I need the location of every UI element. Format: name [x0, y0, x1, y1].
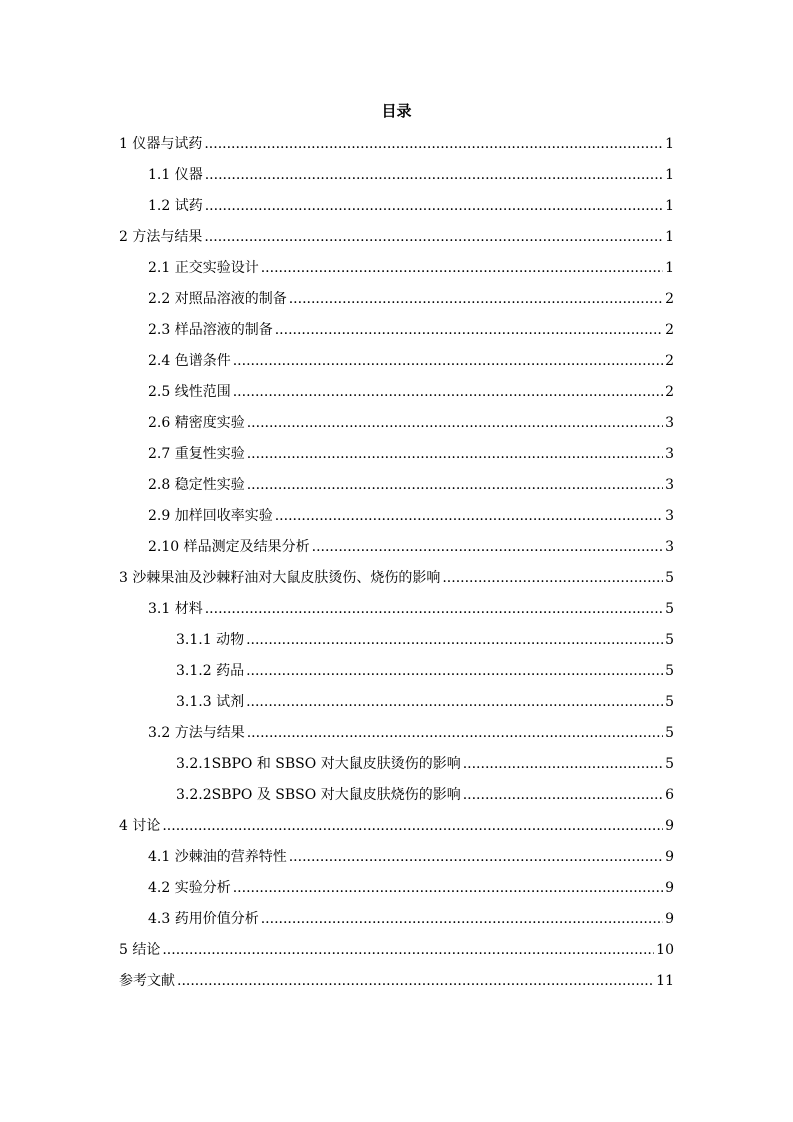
toc-entry[interactable]: [119, 783, 674, 814]
dot-leader: [205, 597, 663, 621]
toc-entry[interactable]: [119, 163, 674, 194]
toc-entry[interactable]: [119, 814, 674, 845]
toc-entry[interactable]: [119, 566, 674, 597]
toc-title: 目录: [381, 102, 412, 120]
dot-leader: [261, 256, 663, 280]
toc-entry-page-number: 5: [665, 725, 674, 741]
dot-leader: [247, 411, 663, 435]
dot-leader: [247, 473, 663, 497]
toc-entry-page-number: 1: [665, 229, 674, 245]
toc-entry[interactable]: [119, 442, 674, 473]
dot-leader: [261, 907, 663, 931]
toc-entry-page-number: 3: [665, 477, 674, 493]
toc-entry[interactable]: [119, 938, 674, 969]
dot-leader: [177, 969, 654, 993]
toc-entry[interactable]: [119, 132, 674, 163]
toc-entry-page-number: 2: [665, 291, 674, 307]
toc-entry-page-number: 3: [665, 415, 674, 431]
toc-entry-page-number: 3: [665, 508, 674, 524]
toc-entry[interactable]: [119, 752, 674, 783]
toc-entry[interactable]: [119, 876, 674, 907]
toc-entry-page-number: 1: [665, 198, 674, 214]
toc-entry[interactable]: [119, 380, 674, 411]
toc-entry-label: 3.2.1SBPO 和 SBSO 对大鼠皮肤烫伤的影响: [176, 756, 461, 772]
toc-entry-page-number: 5: [665, 756, 674, 772]
toc-entry-page-number: 9: [665, 818, 674, 834]
toc-entry-label: 5 结论: [119, 942, 161, 958]
dot-leader: [162, 938, 654, 962]
toc-entry-label: 2.7 重复性实验: [148, 446, 245, 462]
toc-entry[interactable]: [119, 318, 674, 349]
toc-entry-page-number: 11: [656, 973, 674, 989]
toc-entry-label: 4.1 沙棘油的营养特性: [148, 849, 287, 865]
toc-entry-label: 2.3 样品溶液的制备: [148, 322, 273, 338]
dot-leader: [312, 535, 663, 559]
dot-leader: [233, 349, 663, 373]
toc-entry-label: 3.1.3 试剂: [176, 694, 245, 710]
toc-entry[interactable]: [119, 349, 674, 380]
toc-entry-label: 2.1 正交实验设计: [148, 260, 259, 276]
dot-leader: [233, 876, 663, 900]
toc-entry-page-number: 2: [665, 322, 674, 338]
toc-entry-label: 1.1 仪器: [148, 167, 203, 183]
dot-leader: [246, 690, 663, 714]
toc-entry-label: 3.1.1 动物: [176, 632, 245, 648]
toc-entry[interactable]: [119, 225, 674, 256]
dot-leader: [463, 752, 663, 776]
toc-entry[interactable]: [119, 659, 674, 690]
dot-leader: [205, 163, 663, 187]
toc-entry-label: 4.3 药用价值分析: [148, 911, 259, 927]
dot-leader: [247, 442, 663, 466]
toc-entry-page-number: 6: [665, 787, 674, 803]
toc-entry-page-number: 5: [665, 601, 674, 617]
toc-entry-page-number: 1: [665, 167, 674, 183]
dot-leader: [204, 132, 663, 156]
toc-entry[interactable]: [119, 597, 674, 628]
toc-entry-page-number: 9: [665, 880, 674, 896]
dot-leader: [289, 287, 663, 311]
toc-entry-label: 3.2.2SBPO 及 SBSO 对大鼠皮肤烧伤的影响: [176, 787, 461, 803]
toc-entry-page-number: 10: [656, 942, 674, 958]
toc-entry-label: 3.1.2 药品: [176, 663, 245, 679]
toc-entry-label: 2.9 加样回收率实验: [148, 508, 273, 524]
toc-entry[interactable]: [119, 690, 674, 721]
toc-entry-label: 2.10 样品测定及结果分析: [148, 539, 310, 555]
toc-entry-page-number: 9: [665, 911, 674, 927]
dot-leader: [162, 814, 663, 838]
toc-entry-label: 2 方法与结果: [119, 229, 203, 245]
toc-entry-page-number: 5: [665, 663, 674, 679]
toc-entry-page-number: 3: [665, 446, 674, 462]
dot-leader: [246, 659, 663, 683]
toc-entry-label: 2.4 色谱条件: [148, 353, 231, 369]
toc-entry-label: 3.1 材料: [148, 601, 203, 617]
toc-entry[interactable]: [119, 535, 674, 566]
toc-entry-page-number: 5: [665, 570, 674, 586]
dot-leader: [275, 504, 663, 528]
toc-entry[interactable]: [119, 256, 674, 287]
toc-entry-page-number: 2: [665, 384, 674, 400]
toc-entry[interactable]: [119, 194, 674, 225]
toc-entry[interactable]: [119, 845, 674, 876]
dot-leader: [246, 628, 663, 652]
toc-entry-label: 2.6 精密度实验: [148, 415, 245, 431]
toc-entry-label: 4.2 实验分析: [148, 880, 231, 896]
dot-leader: [233, 380, 663, 404]
dot-leader: [289, 845, 663, 869]
toc-entry[interactable]: [119, 969, 674, 1000]
toc-entry-label: 2.8 稳定性实验: [148, 477, 245, 493]
toc-entry-label: 1.2 试药: [148, 198, 203, 214]
toc-entry-page-number: 2: [665, 353, 674, 369]
toc-entry-page-number: 5: [665, 694, 674, 710]
toc-entry[interactable]: [119, 628, 674, 659]
toc-entry[interactable]: [119, 504, 674, 535]
toc-entry-label: 参考文献: [119, 973, 175, 989]
toc-entry-label: 1 仪器与试药: [119, 136, 203, 152]
toc-entry[interactable]: [119, 907, 674, 938]
dot-leader: [205, 194, 663, 218]
toc-entry-label: 2.2 对照品溶液的制备: [148, 291, 287, 307]
dot-leader: [204, 225, 663, 249]
toc-entry-label: 3 沙棘果油及沙棘籽油对大鼠皮肤烫伤、烧伤的影响: [119, 570, 441, 586]
toc-entry[interactable]: [119, 287, 674, 318]
toc-entry-label: 3.2 方法与结果: [148, 725, 245, 741]
dot-leader: [275, 318, 663, 342]
dot-leader: [463, 783, 663, 807]
toc-list: [119, 132, 674, 1000]
toc-entry-page-number: 3: [665, 539, 674, 555]
toc-entry-page-number: 5: [665, 632, 674, 648]
toc-entry[interactable]: [119, 473, 674, 504]
dot-leader: [247, 721, 663, 745]
toc-entry-page-number: 1: [665, 260, 674, 276]
toc-entry-label: 4 讨论: [119, 818, 161, 834]
toc-entry-label: 2.5 线性范围: [148, 384, 231, 400]
toc-entry-page-number: 9: [665, 849, 674, 865]
toc-entry-page-number: 1: [665, 136, 674, 152]
toc-entry[interactable]: [119, 411, 674, 442]
toc-entry[interactable]: [119, 721, 674, 752]
dot-leader: [442, 566, 663, 590]
